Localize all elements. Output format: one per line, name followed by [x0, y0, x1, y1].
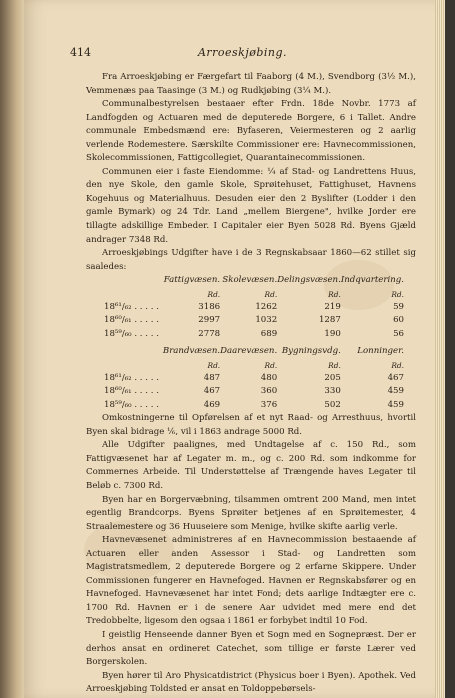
- column-header: Skolevæsen.: [222, 275, 278, 286]
- column-header: Bygningsvdg.: [281, 346, 341, 357]
- value-cell: 205: [324, 373, 341, 384]
- value-cell: 2997: [198, 315, 221, 326]
- paragraph: Omkostningerne til Opførelsen af et nyt Raad- og Arresthuus, hvortil Byen skal bidrage ⅙, vil i 1863 andrage 5000 Rd.: [86, 413, 416, 437]
- value-cell: 59: [393, 302, 404, 313]
- column-header: Daarevæsen.: [220, 346, 278, 357]
- column-header: Brandvæsen.: [162, 346, 221, 357]
- value-cell: 360: [260, 386, 278, 397]
- unit-label: Rd.: [328, 360, 341, 370]
- paragraph: I geistlig Henseende danner Byen et Sogn med en Sognepræst. Der er derhos ansat en ordineret Catechet, som tillige er første Lærer ved Borgerskolen.: [86, 630, 416, 668]
- value-cell: 3186: [198, 302, 221, 313]
- unit-label: Rd.: [207, 360, 221, 370]
- table-row: [104, 399, 404, 412]
- paragraph: Arroeskjøbings Udgifter have i de 3 Regnskabsaar 1860—62 stillet sig saaledes:: [86, 248, 416, 272]
- unit-label: Rd.: [391, 289, 404, 299]
- value-cell: 1032: [255, 315, 278, 326]
- unit-label: Rd.: [264, 360, 278, 370]
- paragraph: Fra Arroeskjøbing er Færgefart til Faaborg (4 M.), Svendborg (3½ M.), Vemmenæs paa Taasinge (3 M.) og Rudkjøbing (3¼ M.).: [86, 72, 416, 96]
- value-cell: 480: [260, 373, 278, 384]
- column-header: Fattigvæsen.: [163, 275, 221, 286]
- unit-label: Rd.: [391, 360, 404, 370]
- year-cell: 18⁶⁰/₆₁ . . . . .: [104, 315, 159, 326]
- book-spine: [0, 0, 24, 698]
- running-head: [70, 46, 415, 62]
- unit-label: Rd.: [264, 289, 278, 299]
- page-number: 414: [70, 46, 91, 59]
- value-cell: 689: [260, 328, 278, 339]
- value-cell: 1262: [255, 302, 278, 313]
- value-cell: 469: [203, 399, 221, 410]
- expense-table-1: [104, 274, 404, 412]
- value-cell: 467: [387, 373, 404, 384]
- column-header: Lonninger.: [357, 346, 404, 357]
- table-row: [104, 301, 404, 314]
- table-row: [104, 372, 404, 385]
- year-cell: 18⁶¹/₆₂ . . . . .: [104, 302, 159, 313]
- paragraph: Communen eier i faste Eiendomme: ¼ af Stad- og Landrettens Huus, den nye Skole, den gamle Skole, Sprøitehuset, Fattighuset, Havnens Kogehuus og Materialhuus. Desuden eier den 2 Byslifter (Lodder i den gamle Bymark) og 24 Tdr. Land „mellem Biergene", hvilke Jorder ere tillagte adskillige Embeder. I Capitaler eier Byen 5028 Rd. Byens Gjæld andrager 7348 Rd.: [86, 166, 416, 245]
- value-cell: 459: [387, 399, 404, 410]
- year-cell: 18⁵⁹/₆₀ . . . . .: [104, 399, 159, 410]
- value-cell: 467: [203, 386, 221, 397]
- table-row: [104, 385, 404, 398]
- value-cell: 2778: [198, 328, 221, 339]
- value-cell: 190: [324, 328, 341, 339]
- value-cell: 219: [324, 302, 341, 313]
- value-cell: 487: [203, 373, 221, 384]
- value-cell: 330: [324, 386, 341, 397]
- unit-label: Rd.: [207, 289, 221, 299]
- paragraph: Alle Udgifter paalignes, med Undtagelse af c. 150 Rd., som Fattigvæsenet har af Legater m. m., og c. 200 Rd. som indkomme for Commernes Arbeide. Til Understøttelse af Trængende haves Legater til Beløb c. 7300 Rd.: [86, 440, 416, 491]
- paragraph: Communalbestyrelsen bestaaer efter Frdn. 18de Novbr. 1773 af Landfogden og Actuaren med de deputerede Borgere, 6 i Tallet. Andre communale Embedsmænd ere: Byfaseren, Veiermesteren og 2 aarlig verlende Rodemestere. Særskilte Commissioner ere: Havnecommissionen, Skolecommissionen, Fattigcollegiet, Quarantainecommissionen.: [86, 99, 416, 164]
- paragraph: Byen har en Borgervæbning, tilsammen omtrent 200 Mand, men intet egentlig Brandcorps. Byens Sprøiter betjenes af en Sprøitemester, 4 Straalemestere og 36 Huuseiere som Menige, hvilke skifte aarlig verle.: [86, 494, 416, 532]
- paragraph: Havnevæsenet administreres af en Havnecommission bestaaende af Actuaren eller anden Assessor i Stad- og Landretten som Magistratsmedlem, 2 deputerede Borgere og 2 erfarne Skippere. Under Commissionen fungerer en Havnefoged. Havnen er Regnskabsfører og en Havnefoged. Havnevæsenet har intet Fond; dets aarlige Indtægter ere c. 1700 Rd. Havnen er i de senere Aar udvidet med mere end det Tredobbelte, ligesom den ogsaa i 1861 er forbybet indtil 10 Fod.: [86, 535, 416, 627]
- value-cell: 459: [387, 386, 404, 397]
- table-row: [104, 328, 404, 341]
- paragraph: Byen hører til Aro Physicatdistrict (Physicus boer i Byen). Apothek. Ved Arroeskjøbing Toldsted er ansat en Toldoppebørsels-: [86, 670, 416, 695]
- column-header: Indqvartering.: [340, 275, 404, 286]
- value-cell: 502: [324, 399, 341, 410]
- column-header: Delingsvæsen.: [277, 275, 341, 286]
- running-title: Arroeskjøbing.: [197, 46, 288, 59]
- page-fore-edge: [435, 0, 445, 698]
- value-cell: 56: [393, 328, 404, 339]
- table-row: [104, 314, 404, 327]
- page-body: [86, 71, 416, 697]
- value-cell: 1287: [318, 315, 341, 326]
- year-cell: 18⁵⁹/₆₀ . . . . .: [104, 328, 159, 339]
- year-cell: 18⁶⁰/₆₁ . . . . .: [104, 386, 159, 397]
- year-cell: 18⁶¹/₆₂ . . . . .: [104, 373, 159, 384]
- value-cell: 376: [260, 399, 278, 410]
- value-cell: 60: [393, 315, 404, 326]
- unit-label: Rd.: [328, 289, 341, 299]
